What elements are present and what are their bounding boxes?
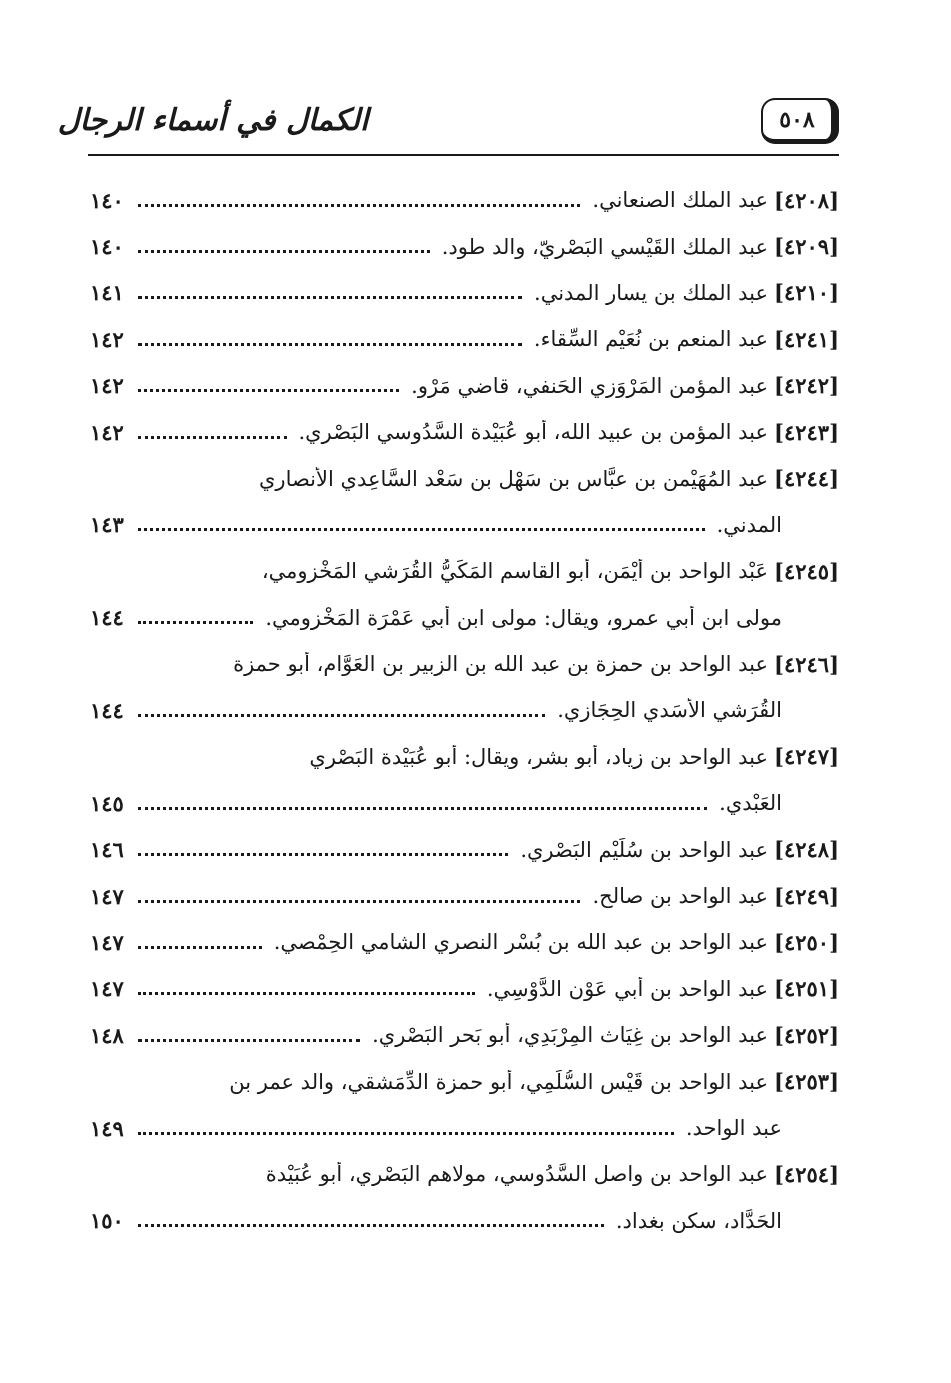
entry-text: عبد الواحد بن سُلَيْم البَصْري. — [520, 837, 768, 862]
entry-page: ١٤٢ — [90, 419, 124, 445]
entry-text: عبد الملك الصنعاني. — [592, 188, 768, 213]
entry-page: ١٤١ — [90, 280, 124, 306]
entry-text-continued: القُرَشي الأَسَدي الحِجَازي. — [557, 698, 782, 723]
entry-text: عبد الملك بن يسار المدني. — [534, 280, 768, 305]
entry-number: [٤٢٤١] — [774, 326, 839, 352]
index-entry — [90, 223, 839, 269]
page-number: ٥٠٨ — [761, 98, 839, 144]
index-entry-line — [90, 1151, 839, 1197]
dot-leader — [138, 621, 253, 624]
entry-text-continued: عبد الواحد. — [685, 1116, 782, 1140]
entry-text: عبد المؤمن المَرْوَزي الحَنفي، قاضي مَرْو. — [411, 373, 768, 398]
entry-text: عبد المؤمن بن عبيد الله، أبو عُبَيْدة السَّدُوسي البَصْري. — [298, 420, 768, 445]
entry-number: [٤٢٤٥] — [774, 558, 839, 584]
entry-text: عبد الواحد بن غِيَاث المِرْبَدِي، أبو بَحر البَصْري. — [372, 1023, 768, 1048]
index-entry-line — [90, 734, 839, 780]
entry-text: عبد الواحد بن زياد، أبو بشر، ويقال: أبو عُبَيْدة البَصْري — [309, 744, 768, 769]
index-entry — [90, 363, 839, 409]
index-entry — [90, 873, 839, 919]
entry-text-continued: العَبْدي. — [719, 791, 782, 816]
entry-text: عبد المنعم بن نُعَيْم السِّقاء. — [533, 327, 768, 352]
entry-page: ١٤٠ — [90, 187, 124, 213]
index-entry-line — [90, 641, 839, 687]
entry-number: [٤٢٤٩] — [774, 883, 839, 909]
index-entry-continuation — [90, 780, 839, 826]
index-entry — [90, 919, 839, 965]
entry-text: عبد الواحد بن أبي عَوْن الدَّوْسِي. — [486, 976, 768, 1001]
entry-page: ١٤٧ — [90, 976, 124, 1002]
page-header — [57, 92, 839, 156]
dot-leader — [138, 343, 522, 346]
index-entry — [90, 177, 839, 223]
dot-leader — [138, 204, 580, 207]
index-entry — [90, 270, 839, 316]
entry-number: [٤٢١٠] — [774, 280, 839, 306]
entry-page: ١٤٢ — [90, 373, 124, 399]
dot-leader — [138, 1039, 360, 1042]
entry-number: [٤٢٠٩] — [774, 234, 839, 260]
entry-number: [٤٢٤٧] — [774, 744, 839, 770]
entry-page: ١٤٧ — [90, 929, 124, 955]
index-entry — [90, 966, 839, 1012]
dot-leader — [138, 900, 580, 903]
index-entry-continuation — [90, 595, 839, 641]
dot-leader — [138, 1224, 604, 1227]
entry-number: [٤٢٥٣] — [774, 1069, 839, 1095]
entry-text-continued: الحَدَّاد، سكن بغداد. — [615, 1208, 782, 1233]
dot-leader — [138, 714, 545, 717]
entry-text-continued: مولى ابن أبي عمرو، ويقال: مولى ابن أبي عَمْرَة المَخْزومي. — [265, 605, 782, 630]
index-list — [90, 177, 839, 1244]
dot-leader — [138, 436, 287, 439]
entry-number: [٤٢٥٢] — [774, 1022, 839, 1048]
index-entry-continuation — [90, 1105, 839, 1151]
entry-text: عبد الواحد بن واصل السَّدُوسي، مولاهم البَصْري، أبو عُبَيْدة — [265, 1162, 768, 1187]
index-entry — [90, 409, 839, 455]
entry-number: [٤٢٠٨] — [774, 187, 839, 213]
entry-page: ١٤٠ — [90, 234, 124, 260]
entry-text: عبد المُهَيْمن بن عبَّاس بن سَهْل بن سَعْد السَّاعِدي الأنصاري — [258, 466, 768, 491]
entry-page: ١٤٨ — [90, 1022, 124, 1048]
dot-leader — [138, 389, 399, 392]
entry-text: عبد الواحد بن عبد الله بن بُسْر النصري الشامي الحِمْصي. — [273, 930, 768, 955]
entry-page: ١٤٩ — [90, 1115, 124, 1141]
dot-leader — [138, 528, 705, 531]
index-entry-continuation — [90, 687, 839, 733]
entry-number: [٤٢٤٣] — [774, 419, 839, 445]
entry-page: ١٤٥ — [90, 790, 124, 816]
index-entry-line — [90, 455, 839, 501]
dot-leader — [138, 946, 262, 949]
entry-page: ١٤٣ — [90, 512, 124, 538]
index-entry-line — [90, 548, 839, 594]
dot-leader — [138, 807, 707, 810]
entry-number: [٤٢٤٢] — [774, 373, 839, 399]
entry-text-continued: المدني. — [716, 512, 782, 537]
entry-page: ١٤٤ — [90, 605, 124, 631]
entry-number: [٤٢٤٤] — [774, 466, 839, 492]
entry-page: ١٤٦ — [90, 837, 124, 863]
dot-leader — [138, 296, 522, 299]
entry-text: عبد الواحد بن صالح. — [592, 884, 768, 909]
entry-number: [٤٢٤٦] — [774, 651, 839, 677]
entry-text: عبد الملك القَيْسي البَصْريّ، والد طود. — [441, 234, 768, 259]
index-entry — [90, 316, 839, 362]
entry-page: ١٥٠ — [90, 1208, 124, 1234]
dot-leader — [138, 992, 475, 995]
entry-number: [٤٢٥٤] — [774, 1161, 839, 1187]
entry-number: [٤٢٥١] — [774, 976, 839, 1002]
index-entry — [90, 1012, 839, 1058]
index-entry-continuation — [90, 1198, 839, 1244]
index-entry — [90, 826, 839, 872]
entry-text: عبد الواحد بن قَيْس السُّلَمِي، أبو حمزة الدِّمَشقي، والد عمر بن — [229, 1069, 768, 1094]
entry-text: عَبْد الواحد بن أَيْمَن، أبو القاسم المَكِّيُّ القُرَشي المَخْزومي، — [261, 559, 768, 584]
dot-leader — [138, 1132, 674, 1135]
index-entry-continuation — [90, 502, 839, 548]
dot-leader — [138, 250, 430, 253]
entry-page: ١٤٧ — [90, 883, 124, 909]
entry-number: [٤٢٥٠] — [774, 929, 839, 955]
entry-page: ١٤٢ — [90, 326, 124, 352]
book-title: الكمال في أسماء الرجال — [57, 102, 369, 138]
entry-number: [٤٢٤٨] — [774, 837, 839, 863]
index-entry-line — [90, 1058, 839, 1104]
entry-page: ١٤٤ — [90, 697, 124, 723]
dot-leader — [138, 853, 508, 856]
entry-text: عبد الواحد بن حمزة بن عبد الله بن الزبير بن العَوَّام، أبو حمزة — [233, 652, 768, 677]
